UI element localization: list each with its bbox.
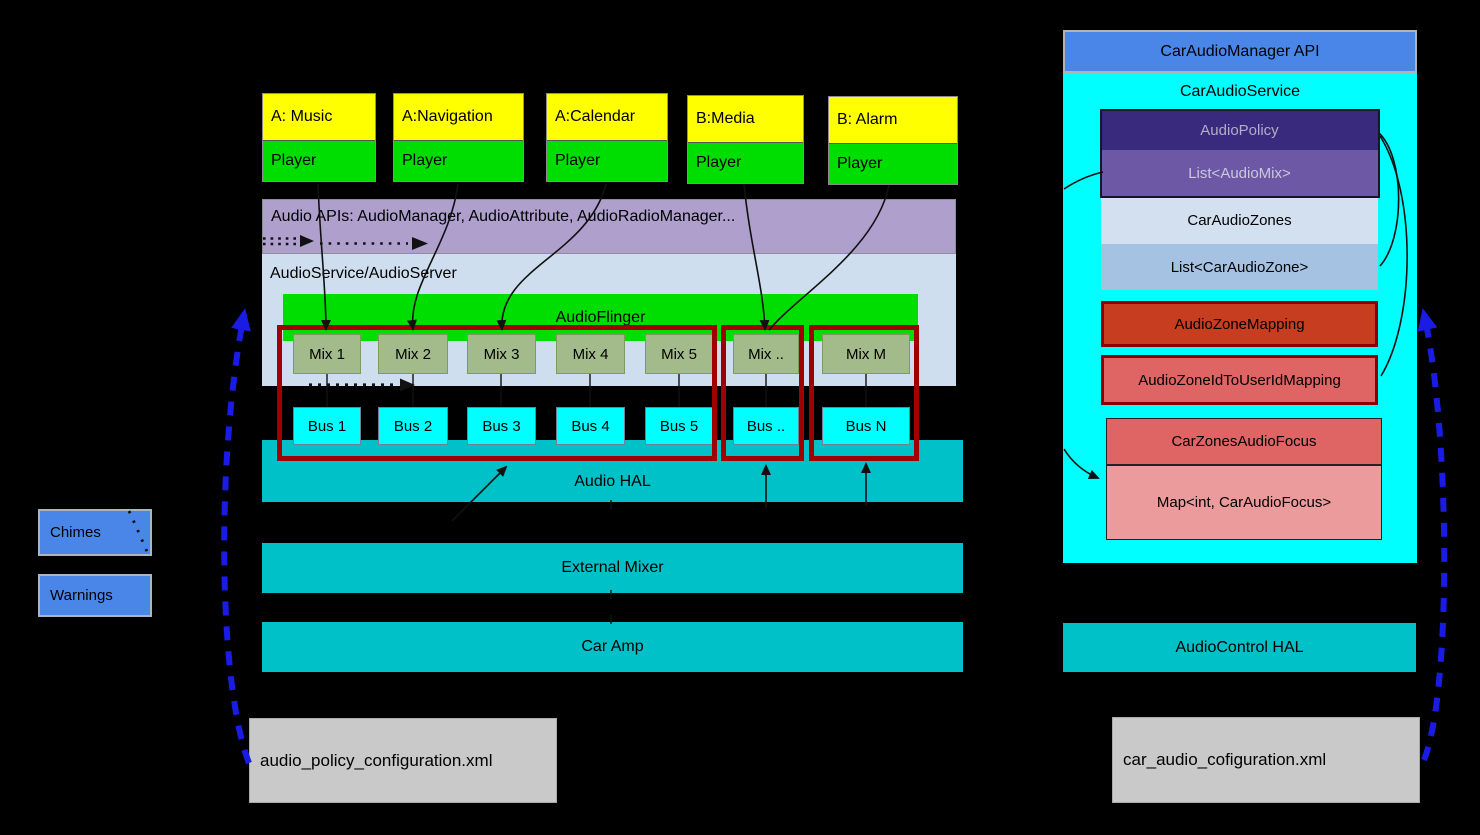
warnings-label: Warnings: [50, 587, 113, 604]
audio-control-hal-label: AudioControl HAL: [1175, 638, 1304, 656]
app-player: [829, 143, 957, 184]
bus-label: Bus 3: [482, 417, 521, 435]
app-player: [263, 140, 375, 181]
audio-hal-label: Audio HAL: [574, 473, 651, 490]
audio-policy-xml-dashed-arrow: [224, 314, 249, 763]
map-int-car-audio-focus-box: [1106, 465, 1382, 540]
player-label: Player: [555, 152, 601, 169]
app-title: [547, 94, 667, 140]
app-box-a-music: [262, 93, 376, 182]
app-label: A:Calendar: [555, 108, 636, 125]
list-audio-mix-label: List<AudioMix>: [1188, 165, 1291, 182]
mix-label: Mix 3: [483, 345, 520, 363]
app-title: [829, 97, 957, 143]
app-player: [547, 140, 667, 181]
audio-apis-band: [262, 199, 956, 254]
car-audio-service-text: CarAudioService: [1179, 83, 1301, 100]
external-mixer-label: External Mixer: [561, 559, 664, 576]
mix-label: Mix ..: [748, 345, 784, 363]
app-label: A: Music: [271, 108, 333, 125]
map-int-car-audio-focus-label: Map<int, CarAudioFocus>: [1156, 494, 1332, 511]
car-audio-zones-label: CarAudioZones: [1187, 212, 1292, 229]
mix-label: Mix 5: [661, 345, 697, 363]
audio-zone-id-to-user-id-mapping-box: [1101, 355, 1378, 405]
audio-control-hal-band: [1063, 623, 1416, 672]
audio-policy-label: AudioPolicy: [1200, 121, 1279, 139]
car-audio-manager-api-box: [1063, 30, 1417, 73]
player-label: Player: [837, 155, 883, 172]
mix-label: Mix 4: [572, 345, 609, 363]
zone-group-dots: [721, 325, 804, 461]
car-audio-service-label: [1063, 83, 1417, 101]
car-amp-band: [262, 622, 963, 672]
car-audio-configuration-file: [1112, 717, 1420, 803]
car-zones-audio-focus-label: CarZonesAudioFocus: [1171, 433, 1317, 450]
audio-flinger-label: AudioFlinger: [555, 308, 646, 326]
audio-policy-configuration-label: audio_policy_configuration.xml: [260, 750, 493, 770]
mix-label: Mix M: [846, 345, 886, 363]
app-box-a-navigation: [393, 93, 524, 182]
app-title: [688, 96, 803, 142]
app-box-a-calendar: [546, 93, 668, 182]
bus-label: Bus 5: [659, 417, 699, 435]
car-audio-xml-dashed-arrow: [1424, 314, 1444, 760]
app-player: [688, 142, 803, 183]
list-car-audio-zone-box: [1101, 244, 1378, 290]
bus-label: Bus 2: [393, 417, 433, 435]
car-amp-label: Car Amp: [581, 638, 644, 655]
car-audio-configuration-label: car_audio_cofiguration.xml: [1123, 750, 1327, 769]
app-box-b-media: [687, 95, 804, 184]
player-label: Player: [402, 152, 448, 169]
car-zones-audio-focus-box: [1106, 418, 1382, 465]
audio-zone-mapping-box: [1101, 301, 1378, 347]
player-label: Player: [696, 154, 742, 171]
warnings-box: [38, 574, 152, 617]
car-audio-manager-api-label: CarAudioManager API: [1160, 42, 1320, 60]
bus-label: Bus 1: [307, 417, 347, 435]
bus-label: Bus N: [845, 417, 887, 435]
app-label: A:Navigation: [402, 108, 493, 125]
app-box-b-alarm: [828, 96, 958, 185]
app-title: [263, 94, 375, 140]
car-audio-zones-box: [1101, 197, 1378, 244]
chimes-box: [38, 509, 152, 556]
audio-policy-configuration-file: [249, 718, 557, 803]
external-mixer-band: [262, 543, 963, 593]
audio-policy-group-outline: [1100, 109, 1380, 198]
audio-apis-label: Audio APIs: AudioManager, AudioAttribute, AudioRadioManager...: [271, 208, 736, 225]
app-player: [394, 140, 523, 181]
player-label: Player: [271, 152, 317, 169]
mix-label: Mix 2: [395, 345, 431, 363]
app-label: B:Media: [696, 110, 755, 127]
app-title: [394, 94, 523, 140]
zone-group-n: [809, 325, 919, 461]
app-label: B: Alarm: [837, 111, 898, 128]
audio-service-label: AudioService/AudioServer: [270, 265, 457, 282]
mix-label: Mix 1: [309, 345, 345, 363]
zone-group-primary: [277, 325, 717, 461]
audio-zone-mapping-label: AudioZoneMapping: [1174, 315, 1305, 333]
list-car-audio-zone-label: List<CarAudioZone>: [1170, 258, 1309, 276]
bus-label: Bus 4: [571, 417, 610, 435]
chimes-label: Chimes: [50, 524, 101, 541]
audio-zone-id-to-user-id-mapping-label: AudioZoneIdToUserIdMapping: [1138, 371, 1341, 389]
bus-label: Bus ..: [746, 417, 786, 435]
